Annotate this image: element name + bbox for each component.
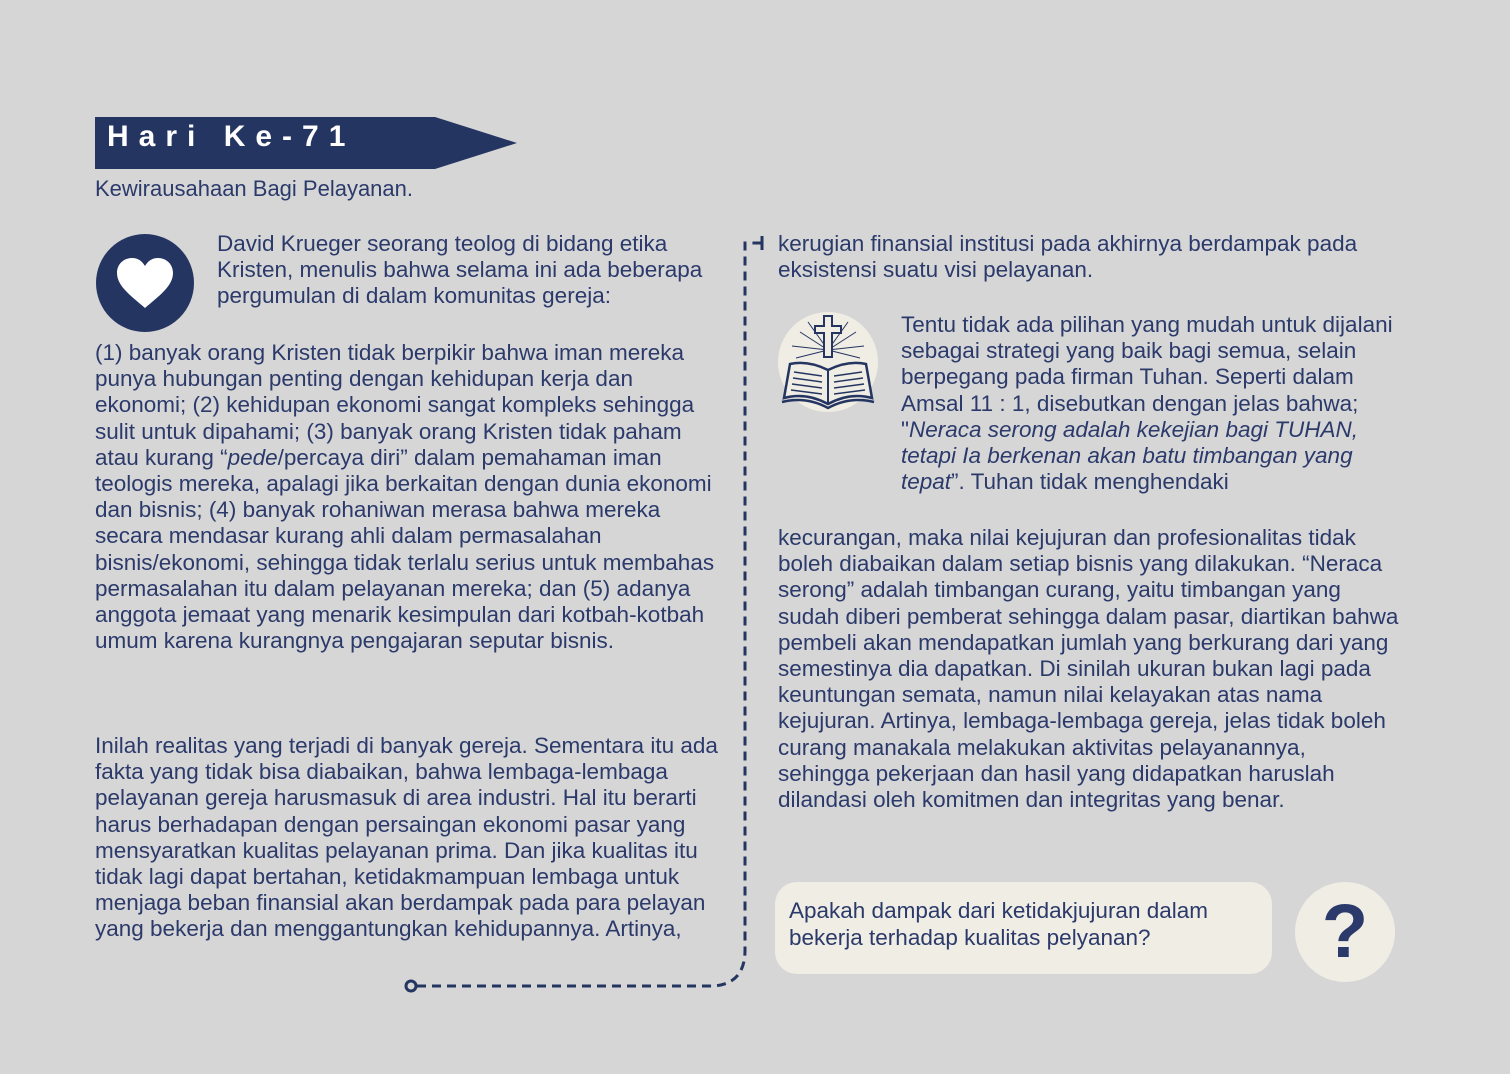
verse-intro: Tentu tidak ada pilihan yang mudah untuk dijalani sebagai strategi yang baik bagi semua, selain berpegang pada firman Tuhan. Seperti dalam Amsal 11 : 1, disebutkan dengan jelas bahwa; " (901, 312, 1393, 442)
struggles-text-a: (1) banyak orang Kristen tidak berpikir bahwa iman mereka punya hubungan penting dengan kehidupan kerja dan ekonomi; (2) kehidupan ekonomi sangat kompleks sehingga sulit untuk dipahami; (3) banyak orang Kristen tidak paham atau kurang “ (95, 340, 695, 470)
question-mark-icon (1295, 882, 1395, 982)
question-mark-glyph: ? (1321, 889, 1369, 974)
intro-paragraph: David Krueger seorang teolog di bidang etika Kristen, menulis bahwa selama ini ada beberapa pergumulan di dalam komunitas gereja: (217, 231, 703, 309)
page-subtitle: Kewirausahaan Bagi Pelayanan. (95, 176, 414, 201)
explanation-paragraph: kecurangan, maka nilai kejujuran dan profesionalitas tidak boleh diabaikan dalam setiap bisnis yang dilakukan. “Neraca serong” adalah timbangan curang, yaitu timbangan yang sudah diberi pemberat sehingga dalam pasar, diartikan bahwa pembeli akan mendapatkan jumlah yang berkurang dari yang semestinya dia dapatkan. Di sinilah ukuran bukan lagi pada keuntungan semata, namun nilai kelayakan atas nama kejujuran. Artinya, lembaga-lembaga gereja, jelas tidak boleh curang manakala melakukan aktivitas pelayanannya, sehingga pekerjaan dan hasil yang didapatkan haruslah dilandasi oleh komitmen dan integritas yang benar. (778, 525, 1399, 813)
reality-paragraph: Inilah realitas yang terjadi di banyak gereja. Sementara itu ada fakta yang tidak bisa diabaikan, bahwa lembaga-lembaga pelayanan gereja harusmasuk di area industri. Hal itu berarti harus berhadapan dengan persaingan ekonomi pasar yang mensyaratkan kualitas pelayanan prima. Dan jika kualitas itu tidak lagi dapat bertahan, ketidakmampuan lembaga untuk menjaga beban finansial akan berdampak pada para pelayan yang bekerja dan menggantungkan kehidupannya. Artinya, (95, 733, 718, 942)
struggles-text-b: /percaya diri” dalam pemahaman iman teologis mereka, apalagi jika berkaitan dengan dunia ekonomi dan bisnis; (4) banyak rohaniwan merasa bahwa mereka secara mendasar kurang ahli dalam permasalahan bisnis/ekonomi, sehingga tidak terlalu serius untuk membahas permasalahan itu dalam pelayanan mereka; dan (5) adanya anggota jemaat yang menarik kesimpulan dari kotbah-kotbah umum karena kurangnya pengajaran seputar bisnis. (95, 444, 715, 654)
continuation-paragraph: kerugian finansial institusi pada akhirnya berdampak pada eksistensi suatu visi pelayanan. (778, 231, 1358, 283)
verse-after: ”. Tuhan tidak menghendaki (951, 469, 1229, 495)
struggles-italic: pede (227, 444, 278, 470)
reflection-question-box (775, 882, 1272, 974)
bible-cross-icon (778, 312, 878, 412)
reflection-question: Apakah dampak dari ketidakjujuran dalam bekerja terhadap kualitas pelyanan? (789, 898, 1208, 950)
verse-quote: Neraca serong adalah kekejian bagi TUHAN, tetapi Ia berkenan akan batu timbangan yang tepat (901, 416, 1358, 495)
day-label: Hari Ke-71 (107, 120, 356, 153)
verse-paragraph (901, 312, 1396, 495)
